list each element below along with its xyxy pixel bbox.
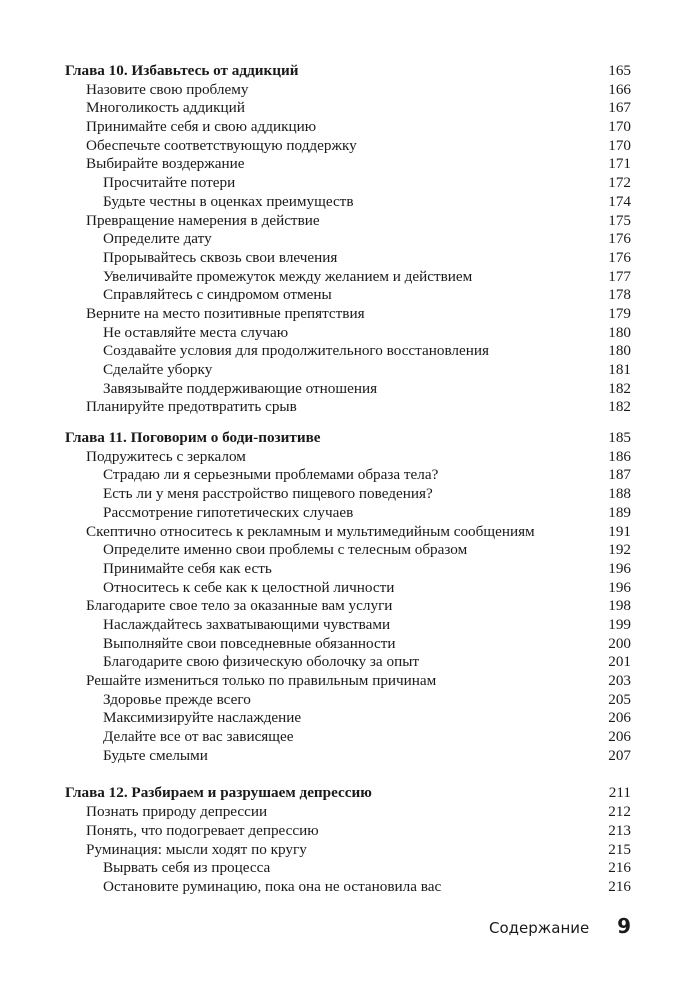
toc-subsection-entry-page: 189 — [608, 503, 631, 521]
toc-section-entry-page: 215 — [608, 840, 631, 858]
toc-section-entry-title: Превращение намерения в действие — [86, 211, 320, 229]
toc-subsection-entry-title: Принимайте себя как есть — [103, 559, 272, 577]
toc-section-entry-page: 171 — [608, 155, 631, 173]
toc-section-entry-page: 191 — [608, 522, 631, 540]
toc-subsection-entry-page: 180 — [608, 323, 631, 341]
chapter-heading[interactable] — [65, 784, 631, 803]
chapter-heading-title: Глава 11. Поговорим о боди-позитиве — [65, 429, 321, 447]
chapter-heading-page: 165 — [608, 62, 631, 79]
toc-subsection-entry-page: 181 — [608, 361, 631, 378]
toc-subsection-entry-page: 196 — [608, 578, 631, 596]
toc-subsection-entry[interactable] — [65, 728, 631, 747]
toc-section-entry[interactable] — [65, 137, 631, 156]
chapter-heading-title: Глава 12. Разбираем и разрушаем депрессию — [65, 784, 372, 802]
toc-subsection-entry-page: 206 — [608, 728, 631, 746]
toc-section-entry-page: 179 — [608, 304, 631, 322]
toc-subsection-entry[interactable] — [65, 342, 631, 361]
chapter-section — [65, 62, 631, 417]
toc-section-entry-title: Скептично относитесь к рекламным и мультимедийным сообщениям — [86, 522, 535, 540]
toc-subsection-entry-page: 180 — [608, 342, 631, 360]
toc-subsection-entry[interactable] — [65, 616, 631, 635]
toc-section-entry-title: Руминация: мысли ходят по кругу — [86, 840, 307, 858]
toc-section-entry-page: 166 — [608, 80, 631, 98]
toc-section-entry-title: Обеспечьте соответствующую поддержку — [86, 136, 357, 154]
toc-section-entry[interactable] — [65, 597, 631, 616]
chapter-heading[interactable] — [65, 62, 631, 81]
toc-section-entry-page: 203 — [608, 672, 631, 689]
toc-subsection-entry[interactable] — [65, 324, 631, 343]
toc-subsection-entry[interactable] — [65, 747, 631, 766]
toc-subsection-entry-title: Прорывайтесь сквозь свои влечения — [103, 248, 338, 266]
toc-subsection-entry-page: 196 — [608, 559, 631, 577]
toc-section-entry[interactable] — [65, 155, 631, 174]
toc-section-entry-page: 167 — [608, 99, 631, 117]
toc-subsection-entry[interactable] — [65, 380, 631, 399]
toc-section-entry[interactable] — [65, 305, 631, 324]
toc-subsection-entry-title: Выполняйте свои повседневные обязанности — [103, 634, 396, 652]
chapter-heading[interactable] — [65, 429, 631, 448]
toc-subsection-entry-title: Просчитайте потери — [103, 174, 236, 192]
toc-section-entry[interactable] — [65, 803, 631, 822]
chapter-heading-title: Глава 10. Избавьтесь от аддикций — [65, 62, 299, 79]
toc-subsection-entry-page: 187 — [608, 466, 631, 484]
toc-subsection-entry-title: Определите именно свои проблемы с телесным образом — [103, 541, 468, 559]
toc-subsection-entry-title: Страдаю ли я серьезными проблемами образа тела? — [103, 466, 439, 484]
toc-section-entry[interactable] — [65, 118, 631, 137]
toc-section-entry[interactable] — [65, 822, 631, 841]
toc-subsection-entry-title: Определите дату — [103, 230, 212, 248]
toc-section-entry[interactable] — [65, 81, 631, 100]
toc-subsection-entry-title: Завязывайте поддерживающие отношения — [103, 379, 378, 397]
toc-subsection-entry-page: 216 — [608, 859, 631, 877]
toc-section-entry-title: Познать природу депрессии — [86, 803, 268, 821]
toc-subsection-entry-page: 200 — [608, 634, 631, 652]
toc-subsection-entry-title: Сделайте уборку — [103, 361, 213, 378]
toc-subsection-entry[interactable] — [65, 361, 631, 380]
toc-section-entry-title: Назовите свою проблему — [86, 80, 249, 98]
toc-subsection-entry[interactable] — [65, 560, 631, 579]
toc-subsection-entry-page: 188 — [608, 485, 631, 503]
toc-subsection-entry[interactable] — [65, 579, 631, 598]
toc-section-entry-title: Многоликость аддикций — [86, 99, 245, 117]
toc-section-entry-title: Верните на место позитивные препятствия — [86, 304, 365, 322]
toc-section-entry-page: 186 — [608, 447, 631, 465]
toc-section-entry-page: 213 — [608, 821, 631, 839]
toc-subsection-entry-title: Создавайте условия для продолжительного восстановления — [103, 342, 489, 360]
table-of-contents — [65, 62, 631, 897]
toc-section-entry-title: Благодарите свое тело за оказанные вам услуги — [86, 597, 393, 615]
toc-subsection-entry[interactable] — [65, 709, 631, 728]
toc-subsection-entry-page: 201 — [608, 653, 631, 671]
toc-subsection-entry[interactable] — [65, 193, 631, 212]
toc-section-entry-page: 198 — [608, 597, 631, 615]
toc-subsection-entry-title: Справляйтесь с синдромом отмены — [103, 286, 332, 304]
toc-section-entry[interactable] — [65, 212, 631, 231]
toc-subsection-entry-title: Есть ли у меня расстройство пищевого поведения? — [103, 485, 433, 503]
toc-section-entry-title: Понять, что подогревает депрессию — [86, 821, 319, 839]
toc-section-entry[interactable] — [65, 398, 631, 417]
toc-section-entry-title: Планируйте предотвратить срыв — [86, 398, 297, 416]
toc-subsection-entry[interactable] — [65, 485, 631, 504]
toc-section-entry-page: 212 — [608, 803, 631, 821]
toc-section-entry-page: 182 — [608, 398, 631, 416]
toc-subsection-entry-page: 177 — [608, 267, 631, 285]
toc-section-entry[interactable] — [65, 99, 631, 118]
chapter-section — [65, 784, 631, 896]
toc-subsection-entry-page: 199 — [608, 615, 631, 633]
toc-section-entry-title: Выбирайте воздержание — [86, 155, 245, 173]
toc-subsection-entry-title: Вырвать себя из процесса — [103, 859, 271, 877]
toc-section-entry-page: 170 — [608, 136, 631, 154]
toc-subsection-entry[interactable] — [65, 268, 631, 287]
toc-subsection-entry-page: 176 — [608, 248, 631, 266]
toc-subsection-entry[interactable] — [65, 230, 631, 249]
toc-section-entry[interactable] — [65, 448, 631, 467]
toc-subsection-entry[interactable] — [65, 653, 631, 672]
toc-subsection-entry[interactable] — [65, 541, 631, 560]
chapter-heading-page: 211 — [608, 784, 631, 802]
toc-subsection-entry-page: 216 — [608, 877, 631, 895]
toc-subsection-entry-title: Благодарите свою физическую оболочку за опыт — [103, 653, 420, 671]
toc-subsection-entry[interactable] — [65, 878, 631, 897]
running-header-label: Содержание — [489, 919, 590, 937]
toc-subsection-entry[interactable] — [65, 504, 631, 523]
toc-subsection-entry[interactable] — [65, 859, 631, 878]
toc-section-entry[interactable] — [65, 841, 631, 860]
toc-subsection-entry[interactable] — [65, 635, 631, 654]
toc-section-entry-page: 170 — [608, 118, 631, 136]
toc-subsection-entry-title: Максимизируйте наслаждение — [103, 709, 302, 727]
toc-subsection-entry[interactable] — [65, 466, 631, 485]
toc-subsection-entry[interactable] — [65, 691, 631, 710]
toc-subsection-entry-page: 207 — [608, 746, 631, 764]
chapter-heading-page: 185 — [608, 429, 631, 447]
toc-subsection-entry-page: 172 — [608, 174, 631, 192]
toc-subsection-entry[interactable] — [65, 174, 631, 193]
toc-subsection-entry-title: Будьте честны в оценках преимуществ — [103, 192, 354, 210]
toc-subsection-entry-title: Рассмотрение гипотетических случаев — [103, 503, 354, 521]
page-number: 9 — [617, 914, 631, 938]
toc-subsection-entry-page: 205 — [608, 690, 631, 708]
toc-subsection-entry[interactable] — [65, 249, 631, 268]
toc-subsection-entry-title: Не оставляйте места случаю — [103, 323, 289, 341]
toc-subsection-entry-page: 178 — [608, 286, 631, 304]
toc-subsection-entry[interactable] — [65, 286, 631, 305]
toc-subsection-entry-page: 182 — [608, 379, 631, 397]
toc-section-entry-page: 175 — [608, 211, 631, 229]
toc-section-entry-title: Принимайте себя и свою аддикцию — [86, 118, 317, 136]
toc-section-entry[interactable] — [65, 523, 631, 542]
toc-subsection-entry-title: Наслаждайтесь захватывающими чувствами — [103, 615, 391, 633]
toc-subsection-entry-title: Относитесь к себе как к целостной личности — [103, 578, 395, 596]
toc-subsection-entry-title: Остановите руминацию, пока она не остановила вас — [103, 877, 442, 895]
toc-section-entry-title: Решайте измениться только по правильным причинам — [86, 672, 437, 689]
toc-subsection-entry-title: Увеличивайте промежуток между желанием и действием — [103, 267, 473, 285]
toc-subsection-entry-title: Делайте все от вас зависящее — [103, 728, 294, 746]
toc-subsection-entry-title: Будьте смелыми — [103, 746, 208, 764]
toc-subsection-entry-page: 192 — [608, 541, 631, 559]
toc-section-entry-title: Подружитесь с зеркалом — [86, 447, 246, 465]
toc-subsection-entry-page: 176 — [608, 230, 631, 248]
toc-subsection-entry-page: 174 — [608, 192, 631, 210]
chapter-section — [65, 429, 631, 765]
toc-subsection-entry-title: Здоровье прежде всего — [103, 690, 251, 708]
toc-section-entry[interactable] — [65, 672, 631, 691]
page-footer — [489, 914, 631, 938]
toc-subsection-entry-page: 206 — [608, 709, 631, 727]
